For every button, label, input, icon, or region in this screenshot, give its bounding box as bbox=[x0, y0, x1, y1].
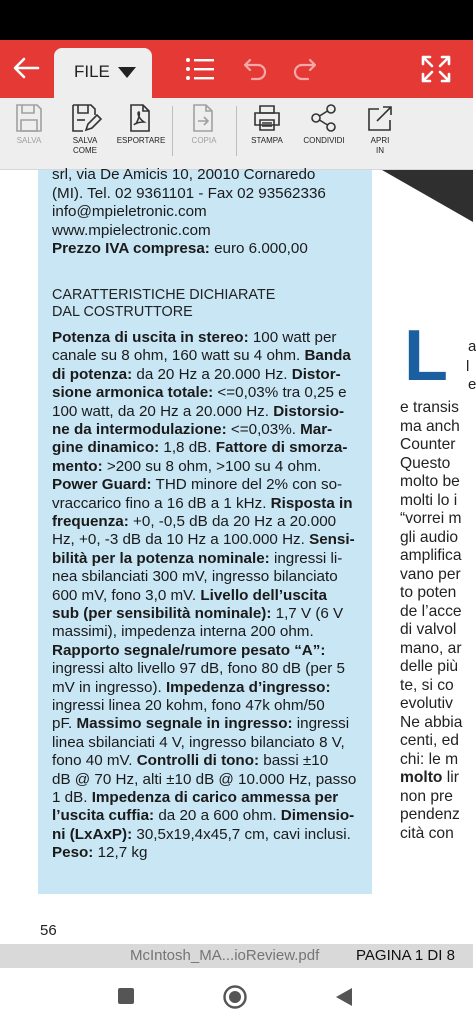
spec-text-line: fono 40 mV. Controlli di tono: bassi ±10 bbox=[52, 752, 329, 770]
article-text-line: amplifica bbox=[400, 547, 462, 564]
spec-text-line: l’uscita cuffia: da 20 a 600 ohm. Dimensio- bbox=[52, 807, 355, 825]
share-label: CONDIVIDI bbox=[303, 136, 345, 145]
spec-text-line: Hz, +0, -3 dB da 10 Hz a 100.000 Hz. Sensi- bbox=[52, 531, 355, 549]
article-text-line: cità con bbox=[400, 824, 454, 842]
undo-icon[interactable] bbox=[238, 54, 270, 84]
export-button[interactable] bbox=[111, 102, 171, 146]
heading-line: DAL COSTRUTTORE bbox=[52, 304, 193, 320]
copy-icon bbox=[189, 102, 219, 134]
article-text-line: evolutiv bbox=[400, 695, 453, 712]
spec-text-line: ingressi alto livello 97 dB, fono 80 dB (per 5 bbox=[52, 660, 345, 678]
article-column bbox=[400, 170, 476, 894]
box-text-line: www.mpielectronic.com bbox=[52, 221, 211, 239]
article-text-line: molti lo i bbox=[400, 491, 458, 509]
spec-text-line: frequenza: +0, -0,5 dB da 20 Hz a 20.000 bbox=[52, 513, 337, 530]
spec-text-line: mV in ingresso). Impedenza d’ingresso: bbox=[52, 678, 331, 696]
spec-text-line: bilità per la potenza nominale: ingressi li- bbox=[52, 549, 343, 567]
chevron-down-icon bbox=[118, 67, 136, 78]
spec-text-line: vraccarico fino a 16 dB a 1 kHz. Risposta in bbox=[52, 494, 353, 512]
article-text-line: centi, ed bbox=[400, 732, 459, 749]
spec-text-line: linea sbilanciati 4 V, ingresso bilanciato 8 V, bbox=[52, 733, 345, 751]
redo-icon[interactable] bbox=[290, 54, 322, 84]
spec-text-line: mento: >200 su 8 ohm, >100 su 4 ohm. bbox=[52, 457, 322, 475]
spec-text-line: ne da intermodulazione: <=0,03%. Mar- bbox=[52, 421, 333, 438]
open-in-icon bbox=[364, 102, 396, 134]
article-text-line: te, si co bbox=[400, 676, 454, 694]
spec-text-line: Rapporto segnale/rumore pesato “A”: bbox=[52, 641, 326, 659]
spec-text-line: dB @ 70 Hz, alti ±10 dB @ 10.000 Hz, passo bbox=[52, 770, 357, 788]
spec-text-line: di potenza: da 20 Hz a 20.000 Hz. Distor- bbox=[52, 365, 341, 383]
share-icon bbox=[308, 102, 340, 134]
article-text-line: vano per bbox=[400, 565, 461, 583]
article-text-line: delle più bbox=[400, 658, 459, 675]
outline-list-icon[interactable] bbox=[184, 54, 216, 84]
pdf-page-view[interactable] bbox=[0, 166, 476, 944]
spec-text-line: Power Guard: THD minore del 2% con so- bbox=[52, 476, 343, 494]
copy-button[interactable] bbox=[174, 102, 234, 146]
print-label: STAMPA bbox=[251, 136, 283, 145]
spec-text-line: nea sbilanciati 300 mV, ingresso bilanciato bbox=[52, 568, 338, 586]
print-icon bbox=[251, 102, 283, 134]
spec-text-line: 100 watt, da 20 Hz a 20.000 Hz. Distorsio- bbox=[52, 402, 345, 420]
recents-icon[interactable] bbox=[116, 986, 136, 1006]
page-indicator[interactable]: PAGINA 1 DI 8 bbox=[356, 947, 455, 964]
spec-text-line: ni (LxAxP): 30,5x19,4x45,7 cm, cavi inclusi. bbox=[52, 825, 351, 843]
article-text-line: molto be bbox=[400, 473, 460, 490]
article-text-line: di valvol bbox=[400, 621, 457, 638]
save-as-label: SALVA COME bbox=[72, 136, 98, 155]
box-text-line: info@mpieletronic.com bbox=[52, 203, 207, 221]
article-text-line: to poten bbox=[400, 584, 457, 601]
spec-text-line: canale su 8 ohm, 160 watt su 4 ohm. Banda bbox=[52, 347, 351, 365]
save-as-icon bbox=[70, 102, 100, 134]
heading-line: CARATTERISTICHE DICHIARATE bbox=[52, 287, 276, 303]
article-text-line: mano, ar bbox=[400, 639, 462, 657]
save-button[interactable] bbox=[0, 102, 59, 146]
fullscreen-icon[interactable] bbox=[420, 54, 452, 84]
toolbar-divider bbox=[172, 106, 173, 156]
copy-label: COPIA bbox=[191, 136, 217, 145]
open-in-label: APRI IN bbox=[370, 136, 390, 155]
spec-text-line: sione armonica totale: <=0,03% tra 0,25 e bbox=[52, 384, 347, 402]
article-fragment: l bbox=[466, 358, 470, 375]
share-button[interactable] bbox=[294, 102, 354, 146]
spec-text-line: sub (per sensibilità nominale): 1,7 V (6 V bbox=[52, 605, 344, 622]
box-text-line: (MI). Tel. 02 9361101 - Fax 02 93562336 bbox=[52, 184, 326, 202]
pdf-footer bbox=[0, 944, 473, 968]
print-button[interactable] bbox=[237, 102, 297, 146]
article-text-line: ma anch bbox=[400, 417, 460, 435]
article-text-line: non pre bbox=[400, 787, 453, 805]
save-icon bbox=[14, 102, 44, 134]
export-label: ESPORTARE bbox=[116, 136, 166, 145]
article-fragment: a bbox=[468, 338, 476, 355]
file-tab[interactable] bbox=[54, 48, 152, 98]
spec-text-line: Peso: 12,7 kg bbox=[52, 844, 148, 862]
back-triangle-icon[interactable] bbox=[334, 986, 354, 1008]
article-text-line: e transis bbox=[400, 399, 459, 416]
export-pdf-icon bbox=[126, 102, 156, 134]
spec-text-line: 600 mV, fono 3,0 mV. Livello dell’uscita bbox=[52, 586, 327, 604]
status-bar bbox=[0, 0, 473, 40]
article-text-line: Questo bbox=[400, 454, 451, 472]
article-fragment: e bbox=[468, 376, 476, 393]
article-text-line: “vorrei m bbox=[400, 510, 462, 527]
page-number: 56 bbox=[40, 922, 57, 939]
drop-cap: L bbox=[404, 316, 448, 396]
box-text-line: Prezzo IVA compresa: euro 6.000,00 bbox=[52, 240, 308, 258]
article-text-line: de l’acce bbox=[400, 602, 462, 620]
article-text-line: pendenz bbox=[400, 806, 460, 823]
system-nav-bar bbox=[0, 968, 473, 1024]
back-arrow-icon[interactable] bbox=[8, 50, 44, 86]
file-tab-label: FILE bbox=[74, 62, 110, 81]
spec-text-line: pF. Massimo segnale in ingresso: ingressi bbox=[52, 715, 350, 733]
top-app-bar bbox=[0, 40, 473, 98]
article-text-line: Ne abbia bbox=[400, 713, 463, 731]
home-icon[interactable] bbox=[222, 984, 248, 1010]
open-in-button[interactable] bbox=[350, 102, 410, 156]
file-toolbar bbox=[0, 98, 473, 170]
filename-label: McIntosh_MA...ioReview.pdf bbox=[130, 947, 320, 964]
spec-text-line: ingressi linea 20 kohm, fono 47k ohm/50 bbox=[52, 697, 325, 714]
save-label: SALVA bbox=[16, 136, 42, 145]
article-text-line: Counter bbox=[400, 436, 456, 453]
save-as-button[interactable] bbox=[55, 102, 115, 156]
article-text-line: chi: le m bbox=[400, 750, 459, 768]
spec-text-line: Potenza di uscita in stereo: 100 watt per bbox=[52, 329, 337, 346]
article-text-line: molto lir bbox=[400, 769, 459, 786]
spec-text-line: massimi), impedenza interna 200 ohm. bbox=[52, 623, 314, 641]
box-text-line: srl, via De Amicis 10, 20010 Cornaredo bbox=[52, 166, 316, 183]
article-text-line: gli audio bbox=[400, 528, 459, 546]
spec-text-line: gine dinamico: 1,8 dB. Fattore di smorza- bbox=[52, 439, 348, 457]
spec-text-line: 1 dB. Impedenza di carico ammessa per bbox=[52, 789, 339, 806]
